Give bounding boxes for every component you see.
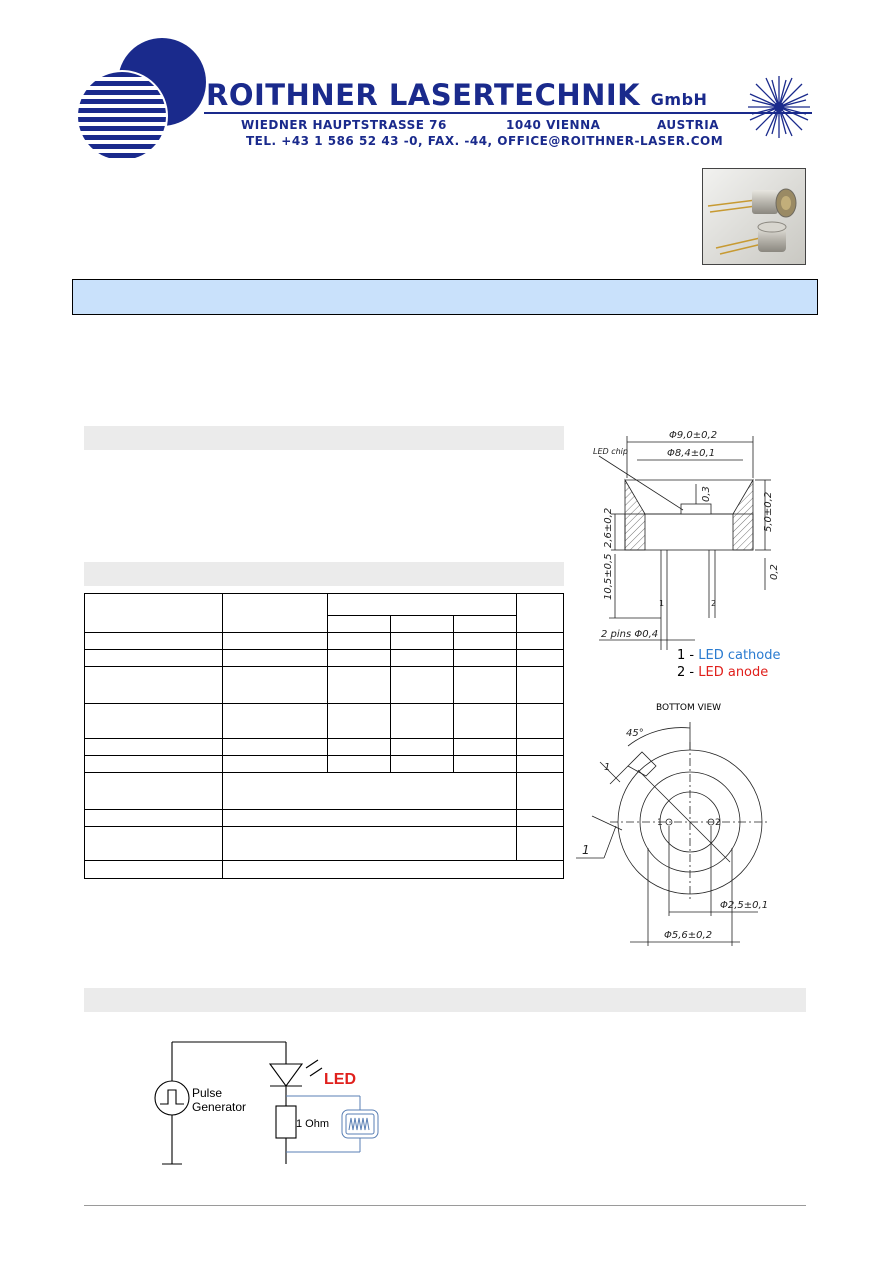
dim-pin-circle: Φ5,6±0,2 [664,930,713,941]
pin-legend-1 [677,647,781,664]
dim-pin-pitch: Φ2,5±0,1 [720,900,769,911]
table-cell [85,773,223,810]
table-cell [328,616,391,633]
table-cell [85,739,223,756]
table-cell [454,616,517,633]
table-row [85,650,564,667]
section-header-circuit [84,988,806,1012]
dim-base-height: 2,6±0,2 [603,507,614,548]
table-cell [85,861,223,879]
table-cell [85,650,223,667]
table-cell [85,633,223,650]
table-cell [454,756,517,773]
table-cell [517,810,564,827]
table-cell [454,650,517,667]
table-cell [328,667,391,704]
table-cell [85,756,223,773]
table-cell [85,667,223,704]
bottom-pin-2: 2 [715,818,721,828]
table-cell [517,594,564,633]
address-country: AUSTRIA [657,118,719,132]
table-cell [328,633,391,650]
table-row [85,773,564,810]
product-photo [702,168,806,265]
tab-dim-top: 1 [604,762,611,773]
table-cell [391,633,454,650]
table-cell [391,756,454,773]
table-cell [328,756,391,773]
table-cell [391,650,454,667]
table-cell [454,633,517,650]
table-row [85,827,564,861]
address-street: WIEDNER HAUPTSTRASSE 76 [241,118,447,132]
table-cell [517,739,564,756]
led-chip-label: LED chip [593,447,628,456]
table-row [85,861,564,879]
generator-label: Generator [192,1100,247,1114]
address-city: 1040 VIENNA [506,118,601,132]
table-row [85,667,564,704]
table-cell [85,827,223,861]
company-name-main: ROITHNER LASERTECHNIK [206,78,641,112]
angle-label: 45° [626,728,644,739]
pin-legend-2 [677,664,768,681]
bottom-view-title: BOTTOM VIEW [656,703,722,713]
dim-02: 0,2 [769,564,780,580]
table-cell [222,594,328,633]
table-cell [391,704,454,739]
table-cell [517,704,564,739]
table-cell [391,667,454,704]
table-row [85,756,564,773]
table-cell [85,594,223,633]
footer-divider [84,1205,806,1206]
table-header-row [85,594,564,616]
bottom-view-drawing [570,698,790,954]
table-cell [517,633,564,650]
table-cell [454,667,517,704]
table-cell [222,667,328,704]
contact-line: TEL. +43 1 586 52 43 -0, FAX. -44, OFFICE@ROITHNER-LASER.COM [246,134,724,148]
company-logo [74,34,214,160]
table-row [85,633,564,650]
table-cell [328,650,391,667]
resistor-label: 1 Ohm [296,1118,330,1130]
table-cell [517,667,564,704]
circuit-diagram [146,1036,386,1168]
pin-2-label: 2 [711,599,717,608]
dim-lead-length: 10,5±0,5 [603,553,614,600]
pins-note: 2 pins Φ0,4 [601,629,659,640]
table-cell [85,810,223,827]
table-row [85,704,564,739]
table-cell [222,756,328,773]
table-cell [328,704,391,739]
table-cell [328,594,517,616]
table-cell [454,704,517,739]
table-cell [222,704,328,739]
led-label: LED [324,1071,356,1088]
table-cell [517,756,564,773]
starburst-icon [746,74,812,140]
dim-chip-height: 0,3 [701,486,712,502]
table-cell [328,739,391,756]
pin-legend-1-text: LED cathode [698,648,781,663]
table-cell [391,616,454,633]
table-cell [85,704,223,739]
tab-dim-left: 1 [582,843,590,857]
table-cell [222,773,516,810]
table-cell [222,650,328,667]
bottom-pin-1: 1 [657,818,663,828]
table-row [85,810,564,827]
pin-legend-2-num: 2 - [677,665,695,680]
table-cell [454,739,517,756]
dim-total-height: 5,0±0,2 [763,491,774,532]
company-name-suffix: GmbH [650,90,708,109]
section-header-specifications [84,562,564,586]
pin-1-label: 1 [659,599,665,608]
pulse-label: Pulse [192,1086,223,1100]
table-cell [391,739,454,756]
table-row [85,739,564,756]
table-cell [222,861,563,879]
table-cell [222,810,516,827]
table-cell [222,633,328,650]
specifications-table [84,593,564,879]
pin-legend-1-num: 1 - [677,648,695,663]
header-rule [204,112,812,114]
title-bar [72,279,818,315]
dim-outer-diameter: Φ9,0±0,2 [669,430,718,441]
table-cell [517,773,564,810]
section-header-features [84,426,564,450]
table-cell [517,827,564,861]
dim-inner-diameter: Φ8,4±0,1 [667,448,716,459]
pin-legend-2-text: LED anode [698,665,769,680]
table-cell [222,739,328,756]
table-cell [222,827,516,861]
table-cell [517,650,564,667]
